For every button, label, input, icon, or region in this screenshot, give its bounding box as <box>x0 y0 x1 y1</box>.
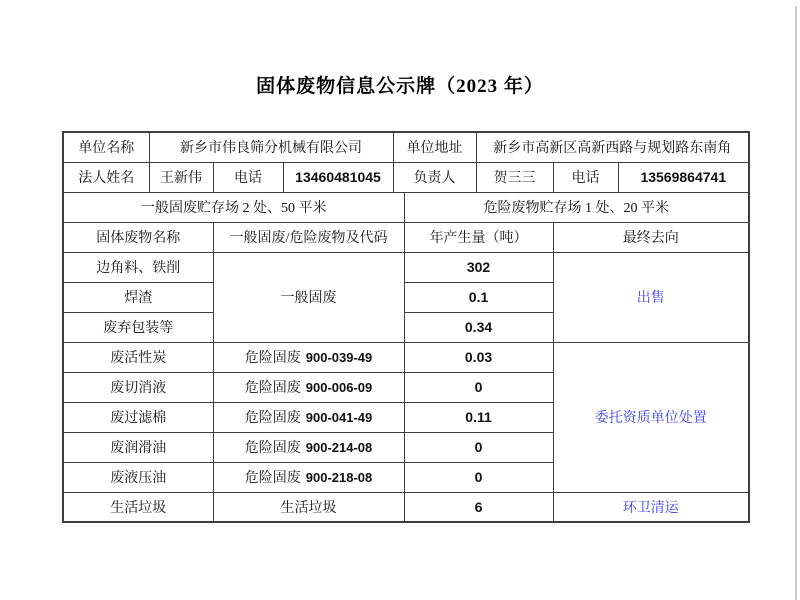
waste-amount: 0 <box>404 432 553 462</box>
domestic-destination: 环卫清运 <box>553 492 749 522</box>
waste-category: 生活垃圾 <box>213 492 404 522</box>
table-row <box>63 192 749 222</box>
waste-category <box>213 462 404 492</box>
waste-amount: 0.11 <box>404 402 553 432</box>
general-type: 一般固废 <box>213 252 404 342</box>
hazard-type-label: 危险固废 <box>244 441 301 456</box>
waste-name: 边角料、铁削 <box>63 252 213 282</box>
hazard-code: 900-041-49 <box>305 410 373 425</box>
header-amount: 年产生量（吨） <box>404 222 553 252</box>
legal-person-value: 王新伟 <box>149 162 213 192</box>
header-waste-name: 固体废物名称 <box>63 222 213 252</box>
waste-category <box>213 342 404 372</box>
hazard-code: 900-214-08 <box>305 440 373 455</box>
waste-name: 废活性炭 <box>63 342 213 372</box>
hazard-type-label: 危险固废 <box>244 411 301 426</box>
hazard-code: 900-006-09 <box>305 380 373 395</box>
phone-label-1: 电话 <box>213 162 283 192</box>
waste-amount: 0.34 <box>404 312 553 342</box>
waste-name: 废过滤棉 <box>63 402 213 432</box>
waste-amount: 6 <box>404 492 553 522</box>
waste-category <box>213 402 404 432</box>
table-header-row <box>63 222 749 252</box>
waste-amount: 0 <box>404 372 553 402</box>
waste-amount: 302 <box>404 252 553 282</box>
hazard-code: 900-039-49 <box>305 350 373 365</box>
hazard-type-label: 危险固废 <box>244 351 301 366</box>
legal-person-label: 法人姓名 <box>63 162 149 192</box>
waste-name: 生活垃圾 <box>63 492 213 522</box>
waste-category <box>213 432 404 462</box>
unit-address-label: 单位地址 <box>393 132 476 162</box>
header-destination: 最终去向 <box>553 222 749 252</box>
general-destination: 出售 <box>553 252 749 342</box>
header-category: 一般固废/危险废物及代码 <box>213 222 404 252</box>
hazard-code: 900-218-08 <box>305 470 373 485</box>
waste-name: 废切消液 <box>63 372 213 402</box>
page-title: 固体废物信息公示牌（2023 年） <box>256 76 544 97</box>
hazardous-storage-info: 危险废物贮存场 1 处、20 平米 <box>404 192 749 222</box>
table-row <box>63 132 749 162</box>
hazard-type-label: 危险固废 <box>244 471 301 486</box>
general-storage-info: 一般固废贮存场 2 处、50 平米 <box>63 192 404 222</box>
waste-amount: 0 <box>404 462 553 492</box>
waste-info-table <box>62 131 750 523</box>
manager-label: 负责人 <box>393 162 476 192</box>
waste-amount: 0.1 <box>404 282 553 312</box>
waste-name: 废弃包装等 <box>63 312 213 342</box>
phone-value-1: 13460481045 <box>283 162 393 192</box>
manager-value: 贺三三 <box>476 162 553 192</box>
hazardous-destination: 委托资质单位处置 <box>553 342 749 492</box>
waste-name: 废润滑油 <box>63 432 213 462</box>
unit-name-label: 单位名称 <box>63 132 149 162</box>
phone-label-2: 电话 <box>553 162 618 192</box>
phone-value-2: 13569864741 <box>618 162 749 192</box>
table-row <box>63 342 749 372</box>
unit-name-value: 新乡市伟良筛分机械有限公司 <box>149 132 393 162</box>
table-row <box>63 162 749 192</box>
hazard-type-label: 危险固废 <box>244 381 301 396</box>
waste-amount: 0.03 <box>404 342 553 372</box>
table-row <box>63 252 749 282</box>
waste-category <box>213 372 404 402</box>
waste-name: 废液压油 <box>63 462 213 492</box>
table-row <box>63 492 749 522</box>
unit-address-value: 新乡市高新区高新西路与规划路东南角 <box>476 132 749 162</box>
waste-name: 焊渣 <box>63 282 213 312</box>
